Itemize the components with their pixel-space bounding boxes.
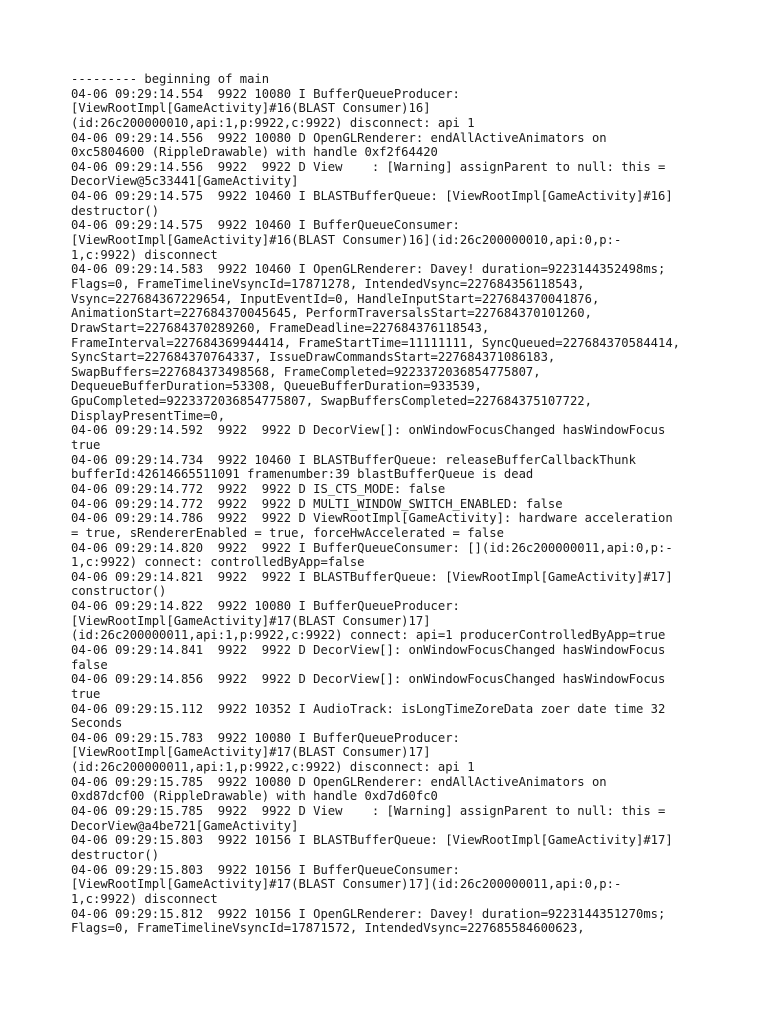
log-line: 04-06 09:29:14.575 9922 10460 I BLASTBufferQueue: [ViewRootImpl[GameActivity]#16] xyxy=(71,189,673,204)
log-line: SwapBuffers=227684373498568, FrameCompleted=9223372036854775807, xyxy=(71,364,541,379)
log-line: 04-06 09:29:15.785 9922 9922 D View : [Warning] assignParent to null: this = xyxy=(71,804,666,819)
log-line: 0xc5804600 (RippleDrawable) with handle 0xf2f64420 xyxy=(71,145,438,160)
log-line: DrawStart=227684370289260, FrameDeadline=227684376118543, xyxy=(71,320,490,335)
log-line: [ViewRootImpl[GameActivity]#17(BLAST Consumer)17] xyxy=(71,613,431,628)
log-line: 04-06 09:29:14.786 9922 9922 D ViewRootImpl[GameActivity]: hardware acceleration xyxy=(71,511,673,526)
log-line: 04-06 09:29:14.821 9922 9922 I BLASTBufferQueue: [ViewRootImpl[GameActivity]#17] xyxy=(71,569,673,584)
log-line: 04-06 09:29:15.783 9922 10080 I BufferQueueProducer: xyxy=(71,730,460,745)
log-line: constructor() xyxy=(71,584,167,599)
log-line: 1,c:9922) disconnect xyxy=(71,247,218,262)
log-line: 04-06 09:29:14.856 9922 9922 D DecorView[]: onWindowFocusChanged hasWindowFocus xyxy=(71,672,666,687)
log-line: FrameInterval=227684369944414, FrameStartTime=11111111, SyncQueued=227684370584414, xyxy=(71,335,681,350)
log-line: DequeueBufferDuration=53308, QueueBufferDuration=933539, xyxy=(71,379,482,394)
log-line: 04-06 09:29:14.554 9922 10080 I BufferQueueProducer: xyxy=(71,86,460,101)
log-line: 04-06 09:29:14.556 9922 9922 D View : [Warning] assignParent to null: this = xyxy=(71,159,666,174)
log-line: 04-06 09:29:15.812 9922 10156 I OpenGLRenderer: Davey! duration=9223144351270ms; xyxy=(71,906,666,921)
log-line: (id:26c200000010,api:1,p:9922,c:9922) disconnect: api 1 xyxy=(71,115,475,130)
log-line: 04-06 09:29:15.803 9922 10156 I BufferQueueConsumer: xyxy=(71,862,460,877)
log-line: true xyxy=(71,686,101,701)
log-line: DecorView@a4be721[GameActivity] xyxy=(71,818,299,833)
log-line: (id:26c200000011,api:1,p:9922,c:9922) disconnect: api 1 xyxy=(71,760,475,775)
log-line: 04-06 09:29:14.772 9922 9922 D MULTI_WINDOW_SWITCH_ENABLED: false xyxy=(71,496,563,511)
log-line: true xyxy=(71,438,101,453)
log-line: = true, sRendererEnabled = true, forceHwAccelerated = false xyxy=(71,525,504,540)
log-line: --------- beginning of main xyxy=(71,72,270,86)
log-line: 1,c:9922) disconnect xyxy=(71,891,218,906)
log-line: false xyxy=(71,657,108,672)
log-line: destructor() xyxy=(71,203,160,218)
log-line: Flags=0, FrameTimelineVsyncId=17871572, IntendedVsync=227685584600623, xyxy=(71,921,585,936)
log-line: [ViewRootImpl[GameActivity]#17(BLAST Consumer)17] xyxy=(71,745,431,760)
log-text-block xyxy=(71,72,711,936)
log-line: (id:26c200000011,api:1,p:9922,c:9922) connect: api=1 producerControlledByApp=true xyxy=(71,628,666,643)
log-line: [ViewRootImpl[GameActivity]#16(BLAST Consumer)16] xyxy=(71,101,431,116)
log-line: 04-06 09:29:14.822 9922 10080 I BufferQueueProducer: xyxy=(71,599,460,614)
log-line: 04-06 09:29:14.556 9922 10080 D OpenGLRenderer: endAllActiveAnimators on xyxy=(71,130,607,145)
log-line: 04-06 09:29:15.803 9922 10156 I BLASTBufferQueue: [ViewRootImpl[GameActivity]#17] xyxy=(71,833,673,848)
log-line: Seconds xyxy=(71,716,123,731)
log-line: 04-06 09:29:15.112 9922 10352 I AudioTrack: isLongTimeZoreData zoer date time 32 xyxy=(71,701,666,716)
log-line: DecorView@5c33441[GameActivity] xyxy=(71,174,299,189)
log-line: [ViewRootImpl[GameActivity]#16(BLAST Consumer)16](id:26c200000010,api:0,p:- xyxy=(71,233,622,248)
log-line: 1,c:9922) connect: controlledByApp=false xyxy=(71,555,365,570)
log-line: 0xd87dcf00 (RippleDrawable) with handle 0xd7d60fc0 xyxy=(71,789,438,804)
log-line: Flags=0, FrameTimelineVsyncId=17871278, IntendedVsync=227684356118543, xyxy=(71,276,585,291)
log-line: 04-06 09:29:15.785 9922 10080 D OpenGLRenderer: endAllActiveAnimators on xyxy=(71,774,607,789)
log-line: GpuCompleted=9223372036854775807, SwapBuffersCompleted=227684375107722, xyxy=(71,394,592,409)
log-line: destructor() xyxy=(71,847,160,862)
log-line: 04-06 09:29:14.772 9922 9922 D IS_CTS_MODE: false xyxy=(71,481,446,496)
log-line: 04-06 09:29:14.592 9922 9922 D DecorView[]: onWindowFocusChanged hasWindowFocus xyxy=(71,423,666,438)
log-line: [ViewRootImpl[GameActivity]#17(BLAST Consumer)17](id:26c200000011,api:0,p:- xyxy=(71,877,622,892)
log-line: 04-06 09:29:14.841 9922 9922 D DecorView[]: onWindowFocusChanged hasWindowFocus xyxy=(71,642,666,657)
log-line: Vsync=227684367229654, InputEventId=0, HandleInputStart=227684370041876, xyxy=(71,291,600,306)
log-line: AnimationStart=227684370045645, PerformTraversalsStart=227684370101260, xyxy=(71,306,592,321)
log-line: 04-06 09:29:14.575 9922 10460 I BufferQueueConsumer: xyxy=(71,218,460,233)
log-line: 04-06 09:29:14.734 9922 10460 I BLASTBufferQueue: releaseBufferCallbackThunk xyxy=(71,452,636,467)
log-line: 04-06 09:29:14.583 9922 10460 I OpenGLRenderer: Davey! duration=9223144352498ms; xyxy=(71,262,666,277)
log-line: DisplayPresentTime=0, xyxy=(71,408,226,423)
log-line: bufferId:42614665511091 framenumber:39 blastBufferQueue is dead xyxy=(71,467,534,482)
log-line: SyncStart=227684370764337, IssueDrawCommandsStart=227684371086183, xyxy=(71,350,556,365)
log-line: 04-06 09:29:14.820 9922 9922 I BufferQueueConsumer: [](id:26c200000011,api:0,p:- xyxy=(71,540,673,555)
